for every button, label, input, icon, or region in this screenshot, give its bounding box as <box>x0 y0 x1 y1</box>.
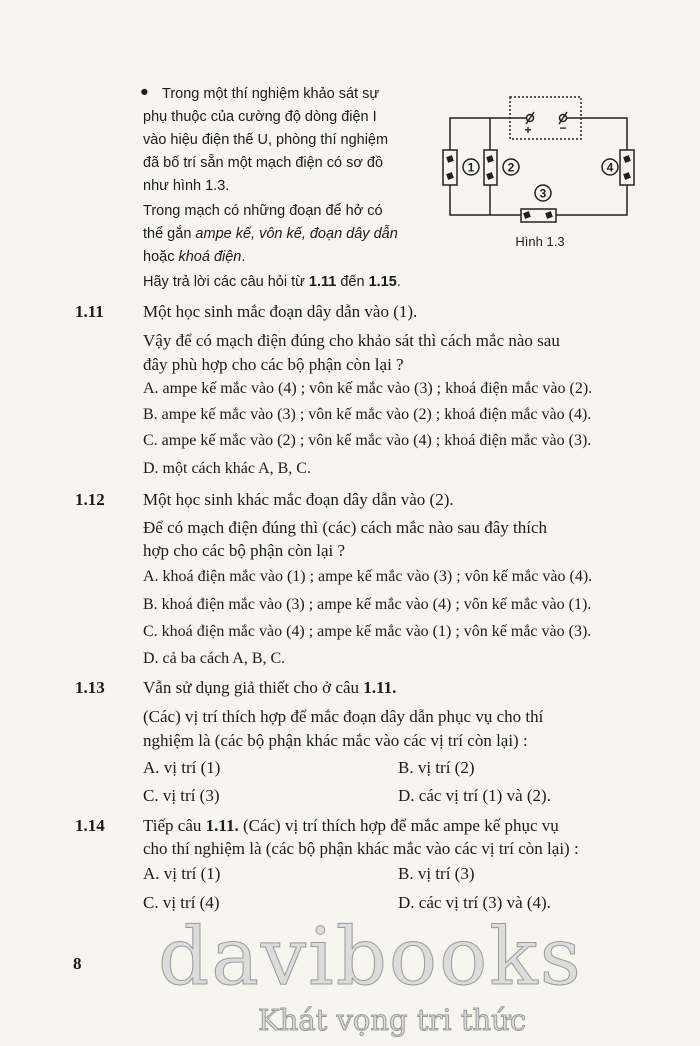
question-text: Để có mạch điện đúng thì (các) cách mắc nào sau đây thích <box>143 518 548 537</box>
bold-text: 1.11 <box>308 274 337 290</box>
option-a: A. vị trí (1) <box>143 864 221 883</box>
italic-text: ampe kế, vôn kế, đoạn dây dẫn <box>195 226 398 242</box>
slot-1 <box>443 150 457 185</box>
option-b: B. vị trí (2) <box>398 758 475 777</box>
option-c: C. khoá điện mắc vào (4) ; ampe kế mắc vào (1) ; vôn kế mắc vào (3). <box>143 623 592 640</box>
watermark-slogan: Khát vọng tri thức <box>258 1003 527 1037</box>
intro-line: đã bố trí sẵn một mạch điện có sơ đồ <box>143 155 384 171</box>
text: . <box>241 249 246 265</box>
intro-line: Trong mạch có những đoạn để hở có <box>143 203 383 219</box>
question-text: đây phù hợp cho các bộ phận còn lại ? <box>143 355 404 374</box>
italic-text: khoá điện <box>178 249 242 265</box>
text: . <box>396 274 401 290</box>
question-text: Một học sinh khác mắc đoạn dây dẫn vào (2). <box>143 490 454 509</box>
figure-caption: Hình 1.3 <box>515 234 565 249</box>
question-number: 1.14 <box>75 816 105 835</box>
question-number: 1.11 <box>75 302 104 321</box>
question-number: 1.12 <box>75 490 105 509</box>
intro-line: Trong một thí nghiệm khảo sát sự <box>162 86 380 102</box>
wire <box>556 185 627 215</box>
option-d: D. các vị trí (1) và (2). <box>398 786 551 805</box>
watermark-brand: davibooks <box>158 910 583 1003</box>
text: Vẫn sử dụng giả thiết cho ở câu <box>143 678 364 697</box>
text: Tiếp câu <box>143 816 206 835</box>
text: Hãy trả lời các câu hỏi từ <box>143 274 309 290</box>
bold-text: 1.15 <box>368 274 397 290</box>
label-4: 4 <box>606 160 614 175</box>
label-3: 3 <box>539 186 547 201</box>
wire <box>566 118 627 150</box>
option-c: C. vị trí (3) <box>143 786 220 805</box>
text: (Các) vị trí thích hợp để mắc ampe kế phục vụ <box>238 816 559 835</box>
label-2: 2 <box>507 160 515 175</box>
question-text: hợp cho các bộ phận còn lại ? <box>143 541 346 560</box>
bold-text: 1.11. <box>363 678 397 697</box>
text: hoặc <box>143 249 179 265</box>
option-a: A. vị trí (1) <box>143 758 221 777</box>
plus-sign: + <box>524 123 532 137</box>
option-d: D. một cách khác A, B, C. <box>143 460 311 477</box>
option-a: A. ampe kế mắc vào (4) ; vôn kế mắc vào (3) ; khoá điện mắc vào (2). <box>143 380 593 397</box>
question-text: (Các) vị trí thích hợp để mắc đoạn dây dẫn phục vụ cho thí <box>143 707 544 726</box>
option-d: D. cả ba cách A, B, C. <box>143 650 286 667</box>
wire <box>450 118 527 150</box>
question-number: 1.13 <box>75 678 105 697</box>
bold-text: 1.11. <box>205 816 239 835</box>
option-d: D. các vị trí (3) và (4). <box>398 893 551 912</box>
question-text: Vậy để có mạch điện đúng cho khảo sát thì cách mắc nào sau <box>143 331 560 350</box>
question-text <box>143 816 559 836</box>
bullet: ● <box>140 84 149 100</box>
option-b: B. khoá điện mắc vào (3) ; ampe kế mắc vào (4) ; vôn kế mắc vào (1). <box>143 596 592 613</box>
intro-line: vào hiệu điện thế U, phòng thí nghiệm <box>143 132 389 148</box>
slot-2 <box>484 150 497 185</box>
intro-line: phụ thuộc của cường độ dòng điện I <box>143 109 377 125</box>
option-c: C. vị trí (4) <box>143 893 220 912</box>
text: thể gắn <box>143 226 196 242</box>
page-number: 8 <box>73 954 82 973</box>
option-b: B. vị trí (3) <box>398 864 475 883</box>
intro-line: như hình 1.3. <box>143 178 230 194</box>
option-b: B. ampe kế mắc vào (3) ; vôn kế mắc vào (2) ; khoá điện mắc vào (4). <box>143 406 592 423</box>
minus-sign: − <box>559 121 567 135</box>
wire <box>450 185 521 215</box>
circuit-diagram <box>0 0 700 260</box>
text: đến <box>336 274 369 290</box>
question-text: cho thí nghiệm là (các bộ phận khác mắc vào các vị trí còn lại) : <box>143 839 579 858</box>
label-1: 1 <box>467 160 475 175</box>
intro-line <box>143 274 401 290</box>
option-c: C. ampe kế mắc vào (2) ; vôn kế mắc vào (4) ; khoá điện mắc vào (3). <box>143 432 592 449</box>
slot-4 <box>620 150 634 185</box>
question-text: Một học sinh mắc đoạn dây dẫn vào (1). <box>143 302 418 321</box>
option-a: A. khoá điện mắc vào (1) ; ampe kế mắc vào (3) ; vôn kế mắc vào (4). <box>143 568 593 585</box>
question-text: nghiệm là (các bộ phận khác mắc vào các vị trí còn lại) : <box>143 731 528 750</box>
question-text <box>143 678 396 698</box>
